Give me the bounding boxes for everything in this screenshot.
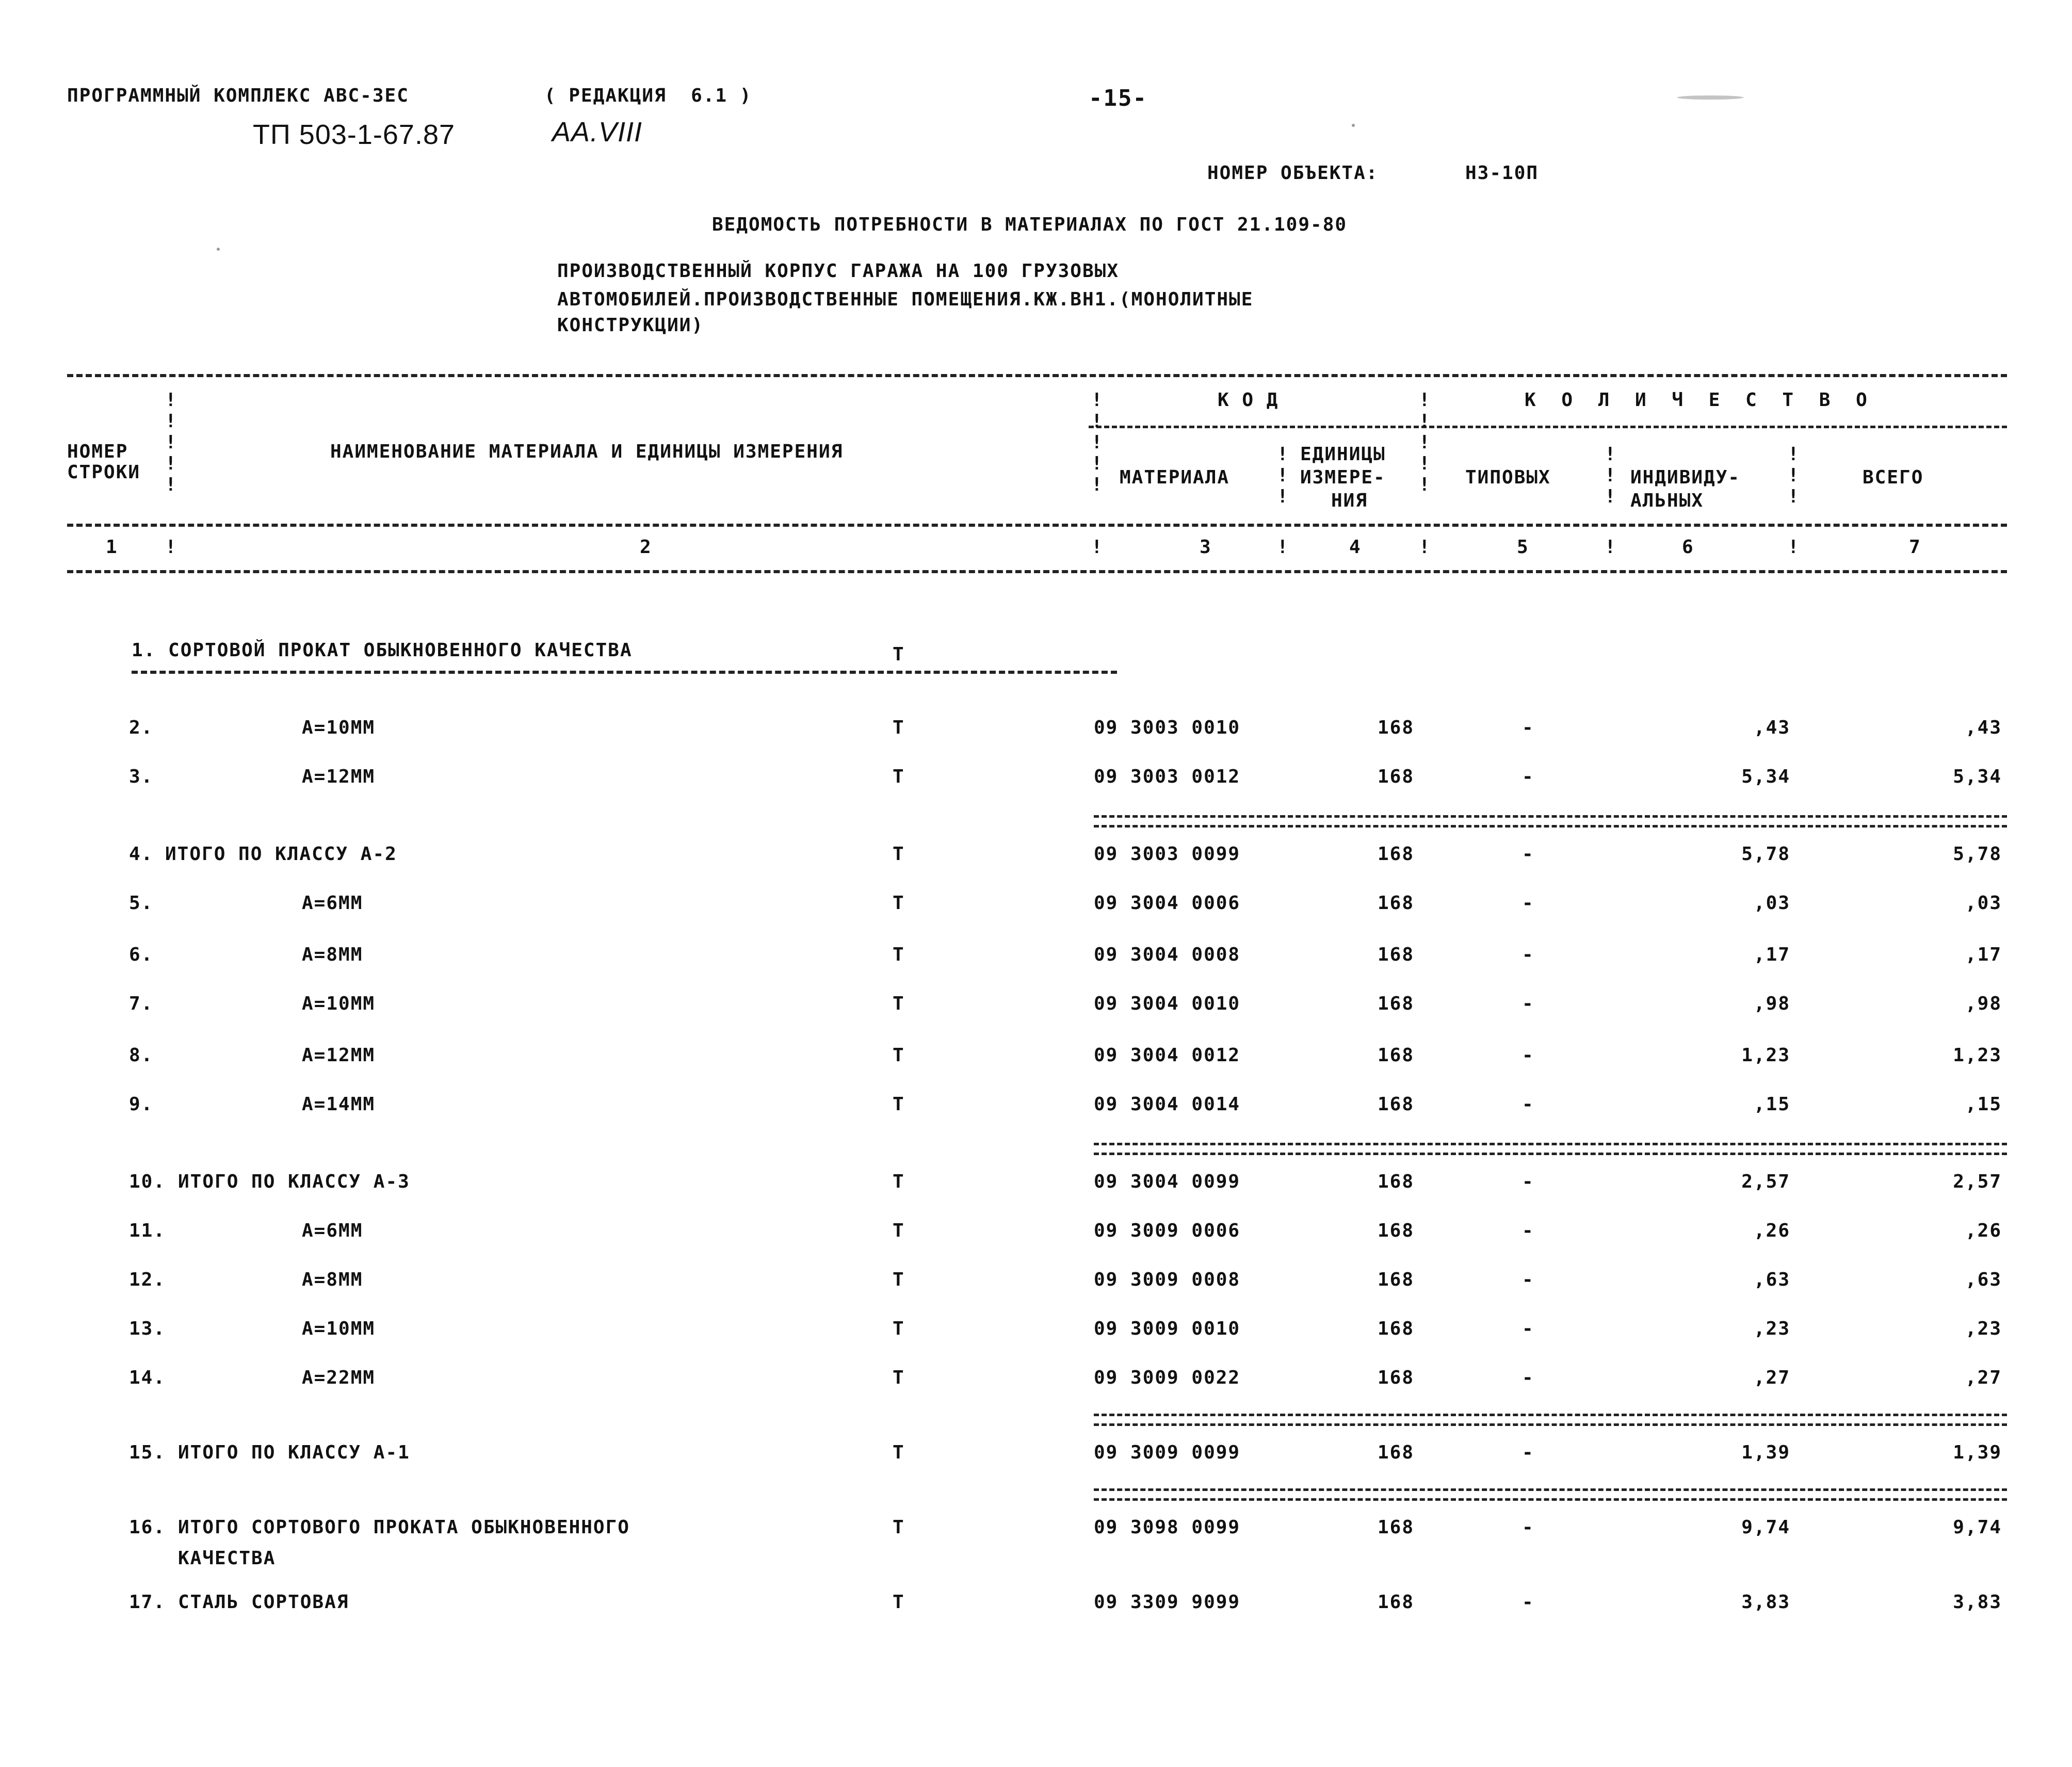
unit-letter: Т <box>893 766 905 787</box>
section-underline <box>132 671 1117 674</box>
material-code: 09 3004 0012 <box>1094 1045 1241 1066</box>
album-code: АА.VIII <box>552 117 643 148</box>
unit-code: 168 <box>1378 993 1415 1014</box>
qty-total: ,98 <box>1965 993 2002 1014</box>
material-name: А=6ММ <box>302 1220 363 1241</box>
subtotal-rule <box>1094 1488 2007 1501</box>
subtitle-line-2: АВТОМОБИЛЕЙ.ПРОИЗВОДСТВЕННЫЕ ПОМЕЩЕНИЯ.КЖ.ВН1.(МОНОЛИТНЫЕ <box>557 289 1254 310</box>
material-code: 09 3009 0099 <box>1094 1442 1241 1463</box>
unit-letter: Т <box>893 1367 905 1388</box>
qty-total: 2,57 <box>1953 1171 2002 1192</box>
header-material-name: НАИМЕНОВАНИЕ МАТЕРИАЛА И ЕДИНИЦЫ ИЗМЕРЕНИЯ <box>330 441 844 462</box>
qty-total: ,43 <box>1965 717 2002 738</box>
qty-individual: ,23 <box>1753 1318 1790 1339</box>
qty-typical: - <box>1522 1269 1534 1290</box>
qty-individual: ,26 <box>1753 1220 1790 1241</box>
subtitle-line-1: ПРОИЗВОДСТВЕННЫЙ КОРПУС ГАРАЖА НА 100 ГРУЗОВЫХ <box>557 261 1119 282</box>
qty-total: ,27 <box>1965 1367 2002 1388</box>
qty-total: 9,74 <box>1953 1517 2002 1538</box>
material-code: 09 3004 0010 <box>1094 993 1241 1014</box>
qty-individual: ,43 <box>1753 717 1790 738</box>
subtitle-line-3: КОНСТРУКЦИИ) <box>557 315 704 336</box>
header-column-separator: ! ! ! ! ! <box>1091 390 1103 495</box>
col-number-3: 3 <box>1200 537 1212 558</box>
unit-letter: Т <box>893 1171 905 1192</box>
material-code: 09 3009 0008 <box>1094 1269 1241 1290</box>
unit-letter: Т <box>893 1220 905 1241</box>
unit-letter: Т <box>893 1269 905 1290</box>
qty-typical: - <box>1522 893 1534 914</box>
material-code: 09 3009 0022 <box>1094 1367 1241 1388</box>
edition: ( РЕДАКЦИЯ 6.1 ) <box>544 85 752 106</box>
section-unit: Т <box>893 644 905 665</box>
material-code: 09 3003 0012 <box>1094 766 1241 787</box>
unit-code: 168 <box>1378 1517 1415 1538</box>
col-number-separators: ! <box>1277 537 1288 558</box>
unit-letter: Т <box>893 844 905 865</box>
header-row-number-2: СТРОКИ <box>67 462 141 483</box>
unit-code: 168 <box>1378 717 1415 738</box>
unit-code: 168 <box>1378 893 1415 914</box>
unit-code: 168 <box>1378 1318 1415 1339</box>
row-number: 2. <box>129 717 154 738</box>
qty-individual: 2,57 <box>1741 1171 1790 1192</box>
qty-typical: - <box>1522 1442 1534 1463</box>
qty-typical: - <box>1522 717 1534 738</box>
col-number-separators: ! <box>1788 537 1799 558</box>
qty-total: ,03 <box>1965 893 2002 914</box>
row-number: 11. <box>129 1220 166 1241</box>
material-code: 09 3309 9099 <box>1094 1592 1241 1613</box>
scan-speck <box>1352 124 1355 127</box>
header-subgroup-rule <box>1089 426 2007 428</box>
material-name: А=10ММ <box>302 1318 376 1339</box>
page-number: -15- <box>1089 85 1147 111</box>
subtotal-rule <box>1094 1414 2007 1426</box>
material-name: А=22ММ <box>302 1367 376 1388</box>
qty-typical: - <box>1522 1094 1534 1115</box>
qty-typical: - <box>1522 1517 1534 1538</box>
col-number-6: 6 <box>1682 537 1694 558</box>
col-number-7: 7 <box>1909 537 1921 558</box>
qty-typical: - <box>1522 766 1534 787</box>
row-number: 13. <box>129 1318 166 1339</box>
qty-individual: 1,39 <box>1741 1442 1790 1463</box>
header-column-separator: ! ! ! <box>1788 444 1799 507</box>
row-number: 3. <box>129 766 154 787</box>
material-name: А=12ММ <box>302 1045 376 1066</box>
material-name: А=14ММ <box>302 1094 376 1115</box>
header-row-number-1: НОМЕР <box>67 441 128 462</box>
object-number: НЗ-10П <box>1465 163 1539 184</box>
material-code: 09 3003 0010 <box>1094 717 1241 738</box>
subtotal-rule <box>1094 1143 2007 1155</box>
scan-speck <box>217 248 220 251</box>
col-number-5: 5 <box>1517 537 1529 558</box>
header-column-separator: ! ! ! ! ! <box>1419 390 1430 495</box>
program-name: ПРОГРАММНЫЙ КОМПЛЕКС АВС-3ЕС <box>67 85 409 106</box>
qty-typical: - <box>1522 993 1534 1014</box>
material-name: А=12ММ <box>302 766 376 787</box>
header-column-separator: ! ! ! ! ! <box>165 390 176 495</box>
row-number: 7. <box>129 993 154 1014</box>
header-qty-individual-1: ИНДИВИДУ- <box>1630 467 1741 488</box>
header-qty-typical: ТИПОВЫХ <box>1465 467 1551 488</box>
material-code: 09 3009 0006 <box>1094 1220 1241 1241</box>
material-code: 09 3004 0006 <box>1094 893 1241 914</box>
header-mid-rule <box>67 524 2007 527</box>
subtotal-rule <box>1094 815 2007 828</box>
unit-letter: Т <box>893 944 905 965</box>
material-code: 09 3004 0008 <box>1094 944 1241 965</box>
unit-code: 168 <box>1378 1220 1415 1241</box>
col-number-separators: ! <box>1091 537 1103 558</box>
unit-code: 168 <box>1378 1367 1415 1388</box>
material-name: А=10ММ <box>302 717 376 738</box>
document-title: ВЕДОМОСТЬ ПОТРЕБНОСТИ В МАТЕРИАЛАХ ПО ГОСТ 21.109-80 <box>712 214 1348 235</box>
row-number: 17. <box>129 1592 166 1613</box>
header-qty-total: ВСЕГО <box>1863 467 1924 488</box>
qty-total: ,26 <box>1965 1220 2002 1241</box>
unit-code: 168 <box>1378 766 1415 787</box>
header-column-separator: ! ! ! <box>1277 444 1288 507</box>
unit-letter: Т <box>893 1318 905 1339</box>
project-code: ТП 503-1-67.87 <box>253 119 456 150</box>
qty-individual: ,17 <box>1753 944 1790 965</box>
col-number-1: 1 <box>106 537 118 558</box>
header-code-unit-3: НИЯ <box>1331 490 1368 511</box>
material-name: ИТОГО ПО КЛАССУ А-1 <box>178 1442 410 1463</box>
table-top-rule <box>67 374 2007 377</box>
unit-letter: Т <box>893 1442 905 1463</box>
unit-code: 168 <box>1378 1442 1415 1463</box>
qty-typical: - <box>1522 1220 1534 1241</box>
header-bottom-rule <box>67 570 2007 573</box>
row-number: 14. <box>129 1367 166 1388</box>
qty-total: 5,78 <box>1953 844 2002 865</box>
qty-total: ,23 <box>1965 1318 2002 1339</box>
row-number: 10. <box>129 1171 166 1192</box>
unit-code: 168 <box>1378 944 1415 965</box>
col-number-separators: ! <box>1605 537 1616 558</box>
material-name: ИТОГО ПО КЛАССУ А-2 <box>165 844 397 865</box>
qty-individual: 9,74 <box>1741 1517 1790 1538</box>
col-number-2: 2 <box>640 537 652 558</box>
qty-individual: ,98 <box>1753 993 1790 1014</box>
material-code: 09 3009 0010 <box>1094 1318 1241 1339</box>
qty-typical: - <box>1522 1045 1534 1066</box>
row-number: 15. <box>129 1442 166 1463</box>
qty-total: 3,83 <box>1953 1592 2002 1613</box>
qty-total: ,17 <box>1965 944 2002 965</box>
col-number-4: 4 <box>1349 537 1362 558</box>
material-name: СТАЛЬ СОРТОВАЯ <box>178 1592 349 1613</box>
qty-individual: ,03 <box>1753 893 1790 914</box>
qty-typical: - <box>1522 944 1534 965</box>
unit-letter: Т <box>893 993 905 1014</box>
material-name: А=8ММ <box>302 1269 363 1290</box>
row-number: 16. <box>129 1517 166 1538</box>
qty-total: 1,39 <box>1953 1442 2002 1463</box>
qty-typical: - <box>1522 1367 1534 1388</box>
qty-individual: 3,83 <box>1741 1592 1790 1613</box>
qty-total: 1,23 <box>1953 1045 2002 1066</box>
row-number: 6. <box>129 944 154 965</box>
col-number-separators: ! <box>165 537 176 558</box>
header-code-unit-2: ИЗМЕРЕ- <box>1300 467 1386 488</box>
qty-typical: - <box>1522 1318 1534 1339</box>
section-title: 1. СОРТОВОЙ ПРОКАТ ОБЫКНОВЕННОГО КАЧЕСТВА <box>132 640 633 661</box>
unit-letter: Т <box>893 1592 905 1613</box>
unit-letter: Т <box>893 717 905 738</box>
unit-code: 168 <box>1378 1045 1415 1066</box>
qty-individual: 5,34 <box>1741 766 1790 787</box>
unit-letter: Т <box>893 893 905 914</box>
material-name: ИТОГО ПО КЛАССУ А-3 <box>178 1171 410 1192</box>
row-number: 4. <box>129 844 154 865</box>
qty-individual: 5,78 <box>1741 844 1790 865</box>
qty-total: ,15 <box>1965 1094 2002 1115</box>
qty-total: ,63 <box>1965 1269 2002 1290</box>
qty-total: 5,34 <box>1953 766 2002 787</box>
header-code-material: МАТЕРИАЛА <box>1120 467 1230 488</box>
unit-letter: Т <box>893 1045 905 1066</box>
material-name: ИТОГО СОРТОВОГО ПРОКАТА ОБЫКНОВЕННОГО <box>178 1517 630 1538</box>
material-name: А=6ММ <box>302 893 363 914</box>
qty-typical: - <box>1522 844 1534 865</box>
object-label: НОМЕР ОБЪЕКТА: <box>1207 163 1379 184</box>
qty-typical: - <box>1522 1592 1534 1613</box>
unit-code: 168 <box>1378 1171 1415 1192</box>
header-code-group: К О Д <box>1218 390 1279 411</box>
unit-letter: Т <box>893 1094 905 1115</box>
unit-letter: Т <box>893 1517 905 1538</box>
material-name-cont: КАЧЕСТВА <box>178 1548 276 1569</box>
qty-typical: - <box>1522 1171 1534 1192</box>
unit-code: 168 <box>1378 844 1415 865</box>
row-number: 9. <box>129 1094 154 1115</box>
scan-speck <box>1677 95 1744 100</box>
header-qty-group: К О Л И Ч Е С Т В О <box>1525 390 1874 411</box>
qty-individual: ,27 <box>1753 1367 1790 1388</box>
row-number: 8. <box>129 1045 154 1066</box>
unit-code: 168 <box>1378 1094 1415 1115</box>
qty-individual: ,15 <box>1753 1094 1790 1115</box>
header-qty-individual-2: АЛЬНЫХ <box>1630 490 1704 511</box>
material-code: 09 3003 0099 <box>1094 844 1241 865</box>
qty-individual: 1,23 <box>1741 1045 1790 1066</box>
row-number: 5. <box>129 893 154 914</box>
qty-individual: ,63 <box>1753 1269 1790 1290</box>
material-name: А=8ММ <box>302 944 363 965</box>
material-name: А=10ММ <box>302 993 376 1014</box>
col-number-separators: ! <box>1419 537 1430 558</box>
header-column-separator: ! ! ! <box>1605 444 1616 507</box>
unit-code: 168 <box>1378 1269 1415 1290</box>
material-code: 09 3098 0099 <box>1094 1517 1241 1538</box>
row-number: 12. <box>129 1269 166 1290</box>
material-code: 09 3004 0099 <box>1094 1171 1241 1192</box>
unit-code: 168 <box>1378 1592 1415 1613</box>
material-code: 09 3004 0014 <box>1094 1094 1241 1115</box>
header-code-unit-1: ЕДИНИЦЫ <box>1300 444 1386 465</box>
